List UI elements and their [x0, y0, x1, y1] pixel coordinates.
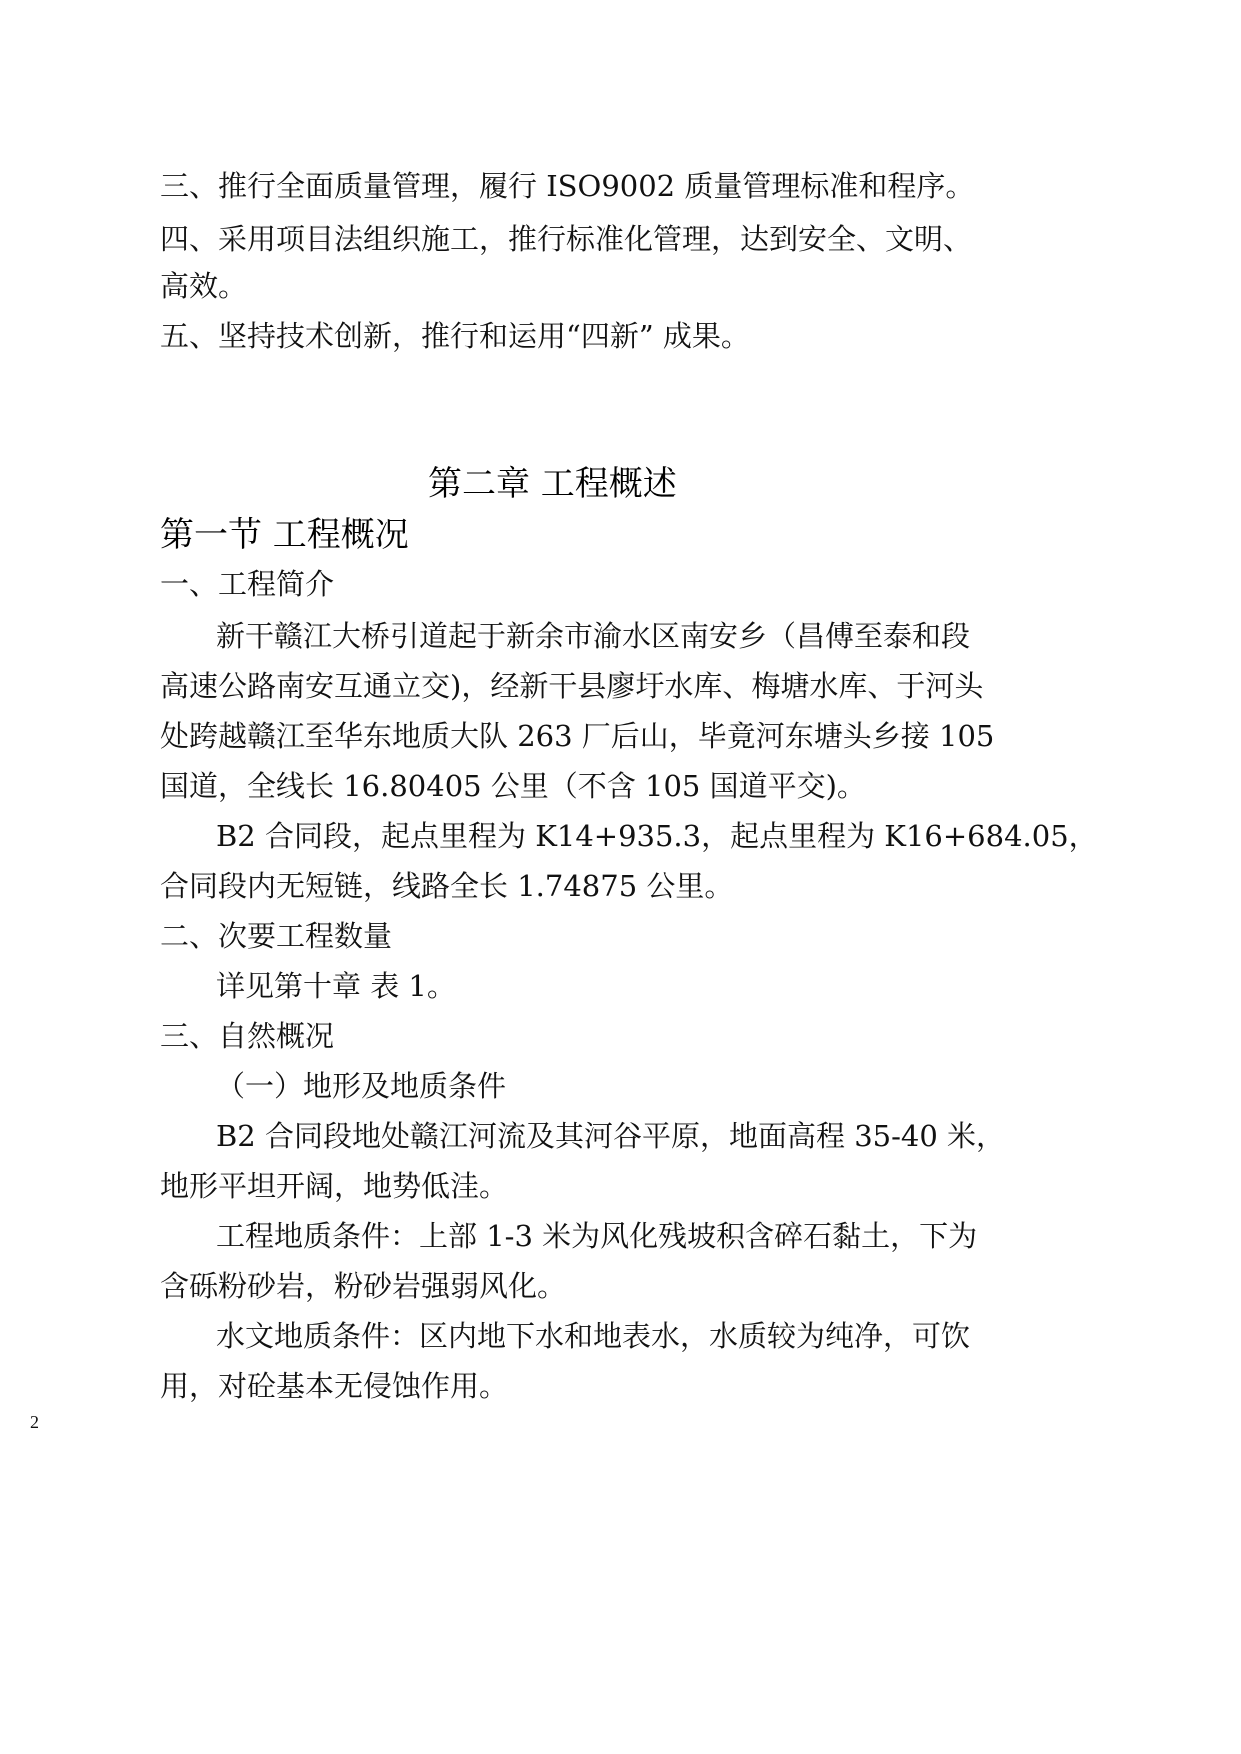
- chapter-title: 第二章 工程概述: [428, 464, 677, 504]
- clause-three: 三、推行全面质量管理，履行 ISO9002 质量管理标准和程序。: [160, 169, 975, 203]
- paragraph-line: B2 合同段地处赣江河流及其河谷平原，地面高程 35-40 米，: [216, 1119, 1006, 1153]
- subheading-natural-conditions: 三、自然概况: [160, 1019, 335, 1053]
- subsection-title: （一）地形及地质条件: [216, 1069, 507, 1103]
- section-title: 第一节 工程概况: [160, 515, 409, 555]
- paragraph-line: 工程地质条件：上部 1-3 米为风化残坡积含碎石黏土，下为: [216, 1219, 978, 1253]
- paragraph-line: 国道，全线长 16.80405 公里（不含 105 国道平交)。: [160, 769, 866, 803]
- clause-four: 四、采用项目法组织施工，推行标准化管理，达到安全、文明、: [160, 222, 973, 256]
- subheading-secondary-quantities: 二、次要工程数量: [160, 919, 393, 953]
- subheading-project-intro: 一、工程简介: [160, 567, 335, 601]
- paragraph-line: 合同段内无短链，线路全长 1.74875 公里。: [160, 869, 734, 903]
- paragraph-line: 水文地质条件：区内地下水和地表水，水质较为纯净，可饮: [216, 1319, 971, 1353]
- clause-five: 五、坚持技术创新，推行和运用“四新” 成果。: [160, 319, 750, 353]
- paragraph-line: 含砾粉砂岩，粉砂岩强弱风化。: [160, 1269, 567, 1303]
- clause-four-cont: 高效。: [160, 269, 248, 303]
- paragraph-line: 详见第十章 表 1。: [216, 969, 456, 1003]
- paragraph-line: 新干赣江大桥引道起于新余市渝水区南安乡（昌傅至泰和段: [216, 619, 971, 653]
- paragraph-line: 处跨越赣江至华东地质大队 263 厂后山，毕竟河东塘头乡接 105: [160, 719, 995, 753]
- paragraph-line: B2 合同段，起点里程为 K14+935.3，起点里程为 K16+684.05，: [216, 819, 1098, 853]
- paragraph-line: 用，对砼基本无侵蚀作用。: [160, 1369, 509, 1403]
- paragraph-line: 高速公路南安互通立交)，经新干县廖圩水库、梅塘水库、于河头: [160, 669, 984, 703]
- paragraph-line: 地形平坦开阔，地势低洼。: [160, 1169, 509, 1203]
- page-number: 2: [30, 1412, 39, 1432]
